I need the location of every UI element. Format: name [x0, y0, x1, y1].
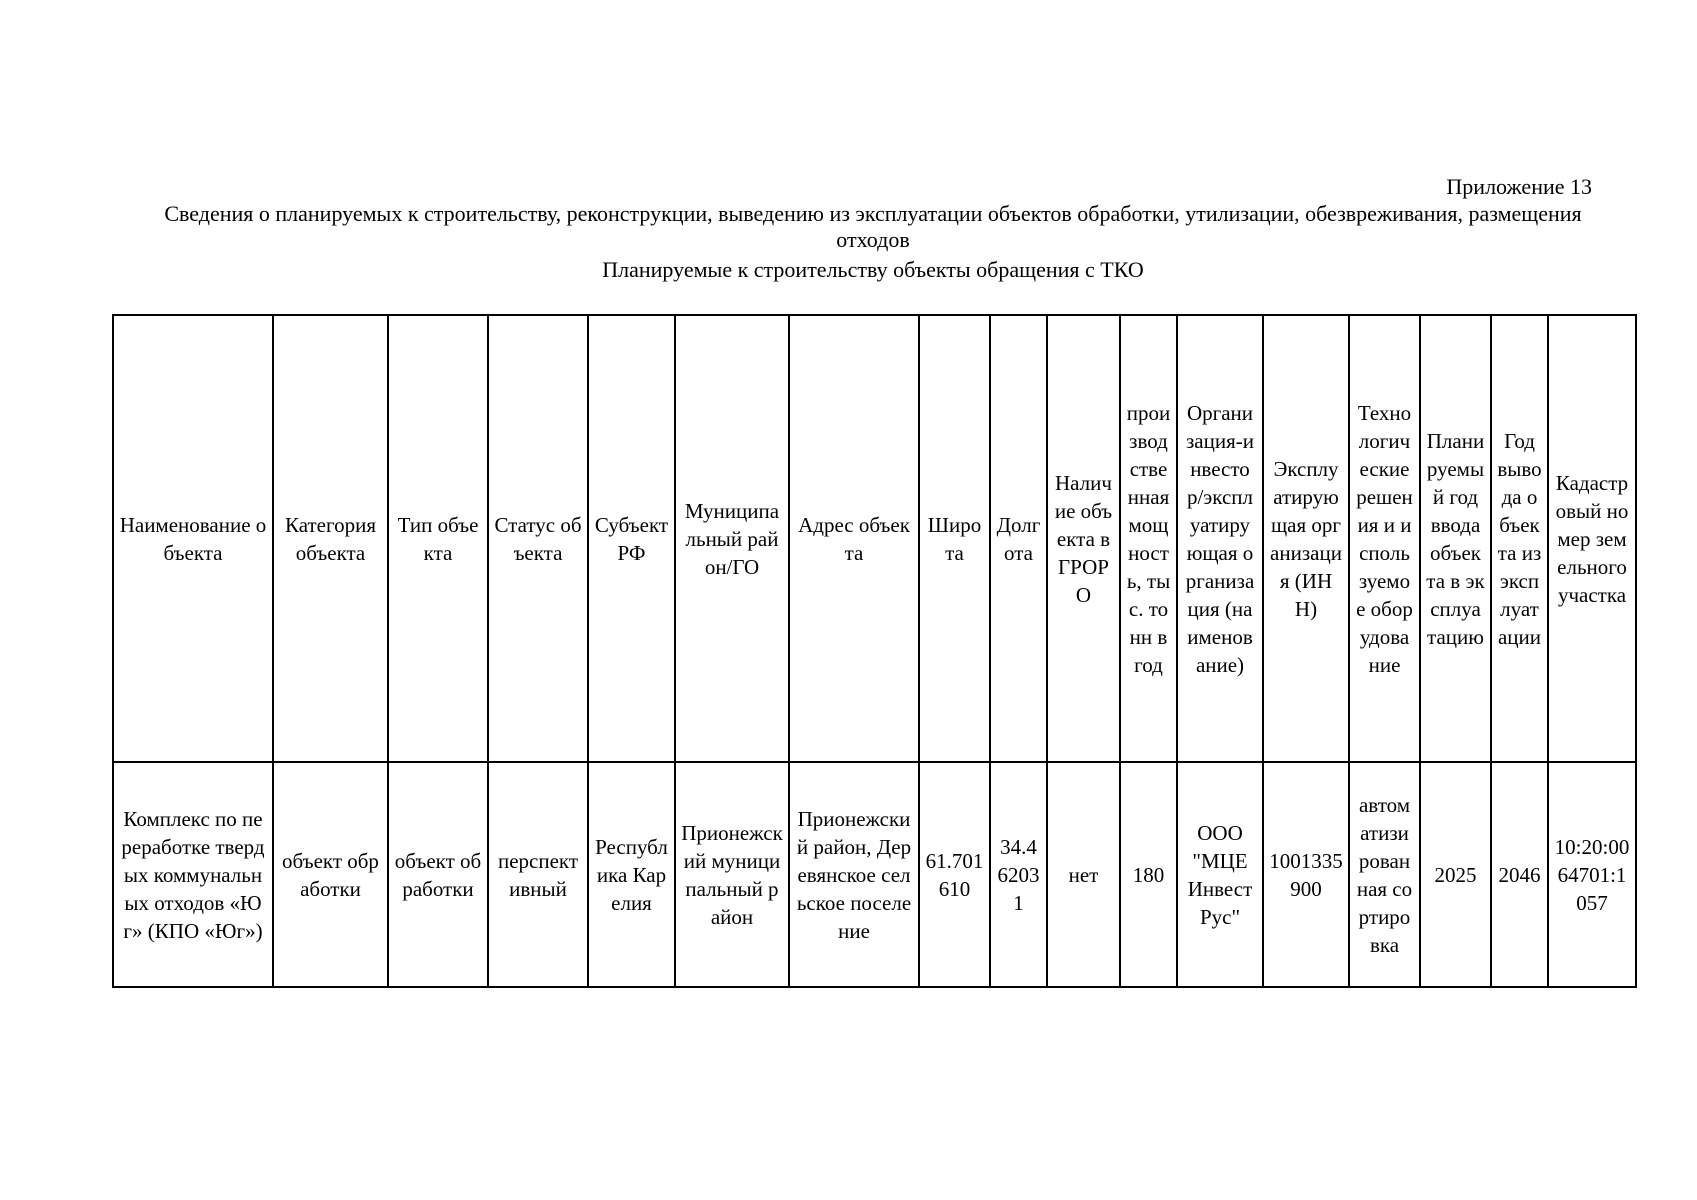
column-header: Кадастровый номер земельного участка: [1548, 315, 1636, 762]
table-cell: 2025: [1420, 762, 1491, 987]
document-title: Сведения о планируемых к строительству, реконструкции, выведению из эксплуатации объектов обработки, утилизации, обезвреживания, размещения отходов: [164, 201, 1582, 252]
table-cell: 34.462031: [990, 762, 1047, 987]
column-header: Год вывода объекта из эксплуатации: [1491, 315, 1548, 762]
column-header: Наименование объекта: [113, 315, 273, 762]
planned-facilities-table: [112, 314, 1637, 988]
table-cell: 61.701610: [919, 762, 990, 987]
table-row: [113, 762, 1636, 987]
table-cell: Комплекс по переработке твердых коммунальных отходов «Юг» (КПО «Юг»): [113, 762, 273, 987]
column-header: Адрес объекта: [789, 315, 919, 762]
table-header-row: [113, 315, 1636, 762]
table-cell: ООО "МЦЕ Инвест Рус": [1177, 762, 1263, 987]
table-cell: Прионежский район, Деревянское сельское поселение: [789, 762, 919, 987]
table-cell: Республика Карелия: [588, 762, 675, 987]
appendix-label: Приложение 13: [1446, 174, 1592, 199]
table-cell: перспективный: [488, 762, 588, 987]
table-cell: объект обработки: [273, 762, 388, 987]
table-cell: 2046: [1491, 762, 1548, 987]
column-header: Долгота: [990, 315, 1047, 762]
column-header: Субъект РФ: [588, 315, 675, 762]
table-cell: объект обработки: [388, 762, 488, 987]
column-header: Эксплуатирующая организация (ИНН): [1263, 315, 1349, 762]
column-header: Тип объекта: [388, 315, 488, 762]
column-header: Широта: [919, 315, 990, 762]
document-subtitle: Планируемые к строительству объекты обращения с ТКО: [602, 257, 1144, 282]
table-cell: Прионежский муниципальный район: [675, 762, 789, 987]
table-cell: 1001335900: [1263, 762, 1349, 987]
table-cell: нет: [1047, 762, 1120, 987]
column-header: Наличие объекта в ГРОРО: [1047, 315, 1120, 762]
table-cell: 10:20:0064701:1057: [1548, 762, 1636, 987]
column-header: Планируемый год ввода объекта в эксплуатацию: [1420, 315, 1491, 762]
column-header: Статус объекта: [488, 315, 588, 762]
column-header: Технологические решения и используемое оборудование: [1349, 315, 1420, 762]
column-header: Муниципальный район/ГО: [675, 315, 789, 762]
table-cell: автоматизированная сортировка: [1349, 762, 1420, 987]
column-header: Категория объекта: [273, 315, 388, 762]
column-header: Организация-инвестор/эксплуатирующая организация (наименование): [1177, 315, 1263, 762]
table-cell: 180: [1120, 762, 1177, 987]
column-header: производственная мощность, тыс. тонн в год: [1120, 315, 1177, 762]
